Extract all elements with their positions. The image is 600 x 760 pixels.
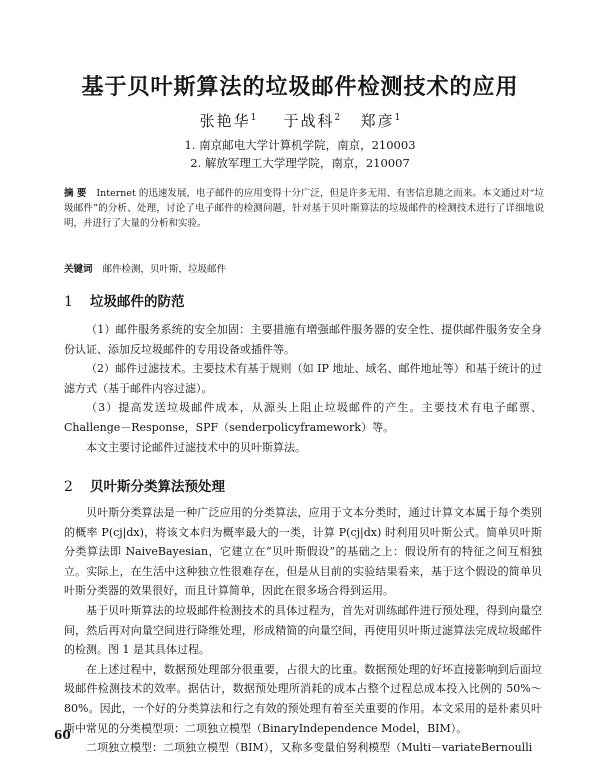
- keywords-label: 关键词: [64, 264, 93, 275]
- paragraph: 二项独立模型：二项独立模型（BIM），又称多变量伯努利模型（Multi－variateBernoulli: [86, 741, 533, 755]
- keywords-text: 邮件检测，贝叶斯，垃圾邮件: [102, 264, 227, 275]
- abstract: [64, 186, 544, 231]
- paper-title: 基于贝叶斯算法的垃圾邮件检测技术的应用: [81, 75, 519, 100]
- affiliation: 1. 南京邮电大学计算机学院，南京，210003: [184, 138, 416, 152]
- section-body: [64, 503, 542, 758]
- author-list: [0, 110, 600, 131]
- page-number: 60: [54, 728, 71, 742]
- author-name: 郑彦: [360, 112, 395, 130]
- paragraph: （3）提高发送垃圾邮件成本，从源头上阻止垃圾邮件的产生。主要技术有电子邮票、Challenge－Response，SPF（senderpolicyframework）等。: [64, 401, 542, 434]
- paragraph: 贝叶斯分类算法是一种广泛应用的分类算法，应用于文本分类时，通过计算文本属于每个类别的概率 P(cj|dx)，将该文本归为概率最大的一类，计算 P(cj|dx) 时利用贝叶斯公式。简单贝叶斯分类算法即 NaiveBayesian，它建立在“贝叶斯假设”的基础之上：假设所有的特征之间互相独立。实际上，在生活中这种独立性很难存在，但是从目前的实验结果看来，基于这个假设的简单贝叶斯分类器的效果很好，而且计算简单，因此在很多场合得到运用。: [64, 506, 542, 598]
- paragraph: 本文主要讨论邮件过滤技术中的贝叶斯算法。: [86, 440, 306, 454]
- abstract-text: Internet 的迅速发展，电子邮件的应用变得十分广泛，但是许多无用、有害信息随之而来。本文通过对“垃圾邮件”的分析、处理，讨论了电子邮件的检测问题，针对基于贝叶斯算法的垃圾邮件的检测技术进行了详细地说明，并进行了大量的分析和实验。: [64, 188, 544, 229]
- section-number: 2: [64, 479, 73, 495]
- author-affiliation-mark: 2: [334, 113, 341, 123]
- section-heading: [64, 475, 225, 495]
- section-body: [64, 320, 542, 457]
- paragraph: （2）邮件过滤技术。主要技术有基于规则（如 IP 地址、域名、邮件地址等）和基于统计的过滤方式（基于邮件内容过滤）。: [64, 362, 542, 395]
- section-title: 贝叶斯分类算法预处理: [90, 479, 225, 495]
- abstract-label: 摘 要: [64, 188, 87, 199]
- paragraph: 基于贝叶斯算法的垃圾邮件检测技术的具体过程为，首先对训练邮件进行预处理，得到向量空间，然后再对向量空间进行降维处理，形成精简的向量空间，再使用贝叶斯过滤算法完成垃圾邮件的检测。图 1 是其具体过程。: [64, 603, 542, 657]
- author-affiliation-mark: 1: [250, 113, 257, 123]
- author-name: 于战科: [283, 112, 335, 130]
- paragraph: 在上述过程中，数据预处理部分很重要，占很大的比重。数据预处理的好坏直接影响到后面垃圾邮件检测技术的效率。据估计，数据预处理所消耗的成本占整个过程总成本投入比例的 50%～80%。因此，一个好的分类算法和行之有效的预处理有着至关重要的作用。本文采用的是朴素贝叶斯中常见的分类模型项：二项独立模型（BinaryIndependence Model，BIM）。: [64, 662, 542, 735]
- affiliation: 2. 解放军理工大学理学院，南京，210007: [190, 156, 410, 170]
- section-number: 1: [64, 294, 73, 310]
- paragraph: （1）邮件服务系统的安全加固：主要措施有增强邮件服务器的安全性、提供邮件服务安全身份认证、添加反垃圾邮件的专用设备或插件等。: [64, 323, 542, 356]
- section-heading: [64, 290, 185, 310]
- author-name: 张艳华: [199, 112, 251, 130]
- author-affiliation-mark: 1: [394, 113, 401, 123]
- section-title: 垃圾邮件的防范: [90, 294, 185, 310]
- keywords: [64, 262, 544, 277]
